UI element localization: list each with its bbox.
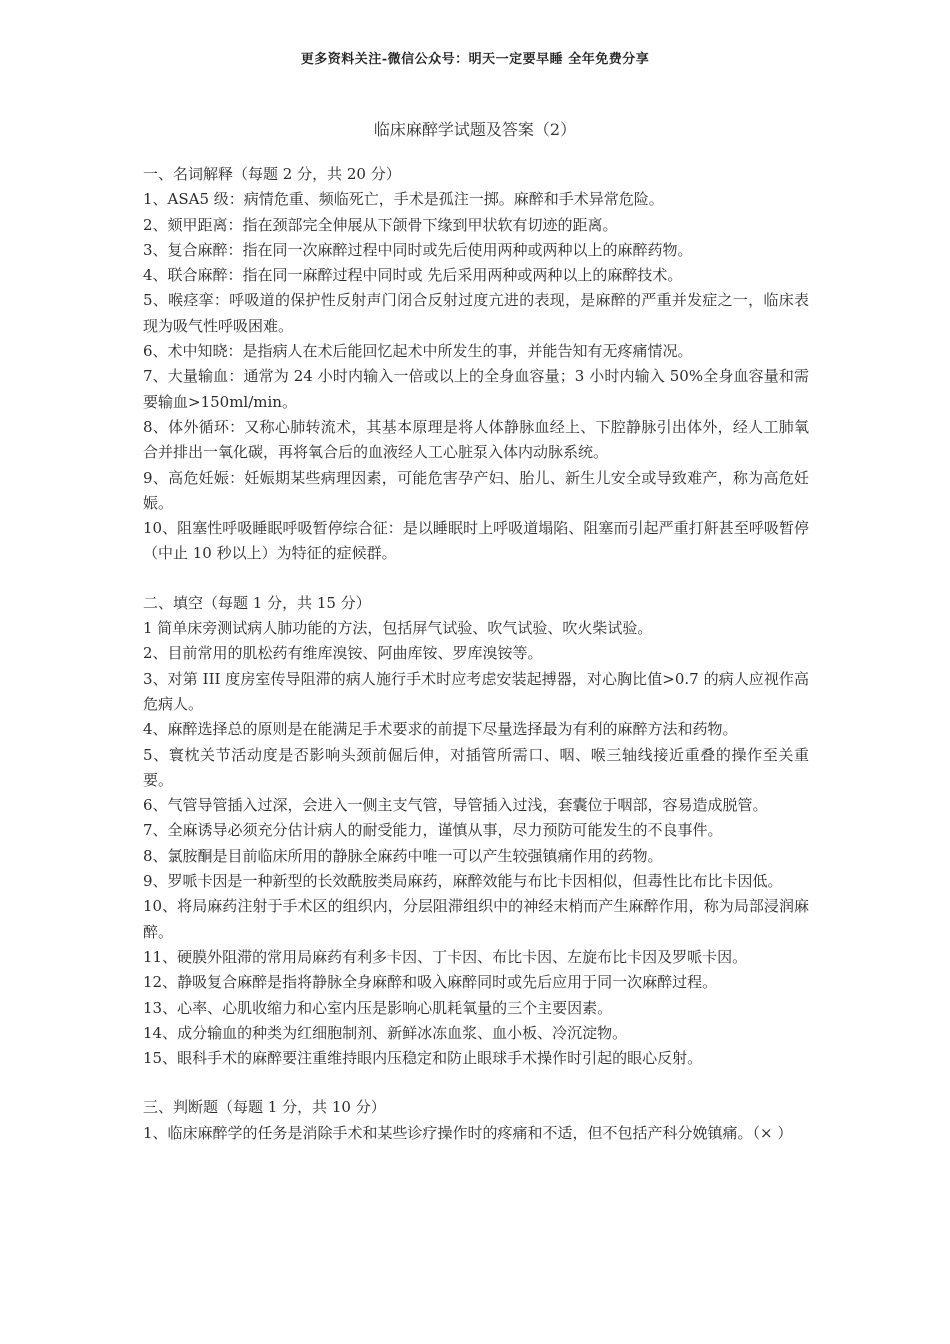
list-item: 2、目前常用的肌松药有维库溴铵、阿曲库铵、罗库溴铵等。 — [143, 644, 543, 663]
document-title: 临床麻醉学试题及答案（2） — [373, 120, 577, 139]
list-item: 7、大量输血：通常为 24 小时内输入一倍或以上的全身血容量；3 小时内输入 50%全身血容量和需要输血>150ml/min。 — [143, 367, 809, 411]
list-item: 3、对第 III 度房室传导阻滞的病人施行手术时应考虑安装起搏器，对心胸比值>0.7 的病人应视作高危病人。 — [143, 669, 809, 713]
list-item: 10、阻塞性呼吸睡眠呼吸暂停综合征：是以睡眠时上呼吸道塌陷、阻塞而引起严重打鼾甚至呼吸暂停（中止 10 秒以上）为特征的症候群。 — [143, 519, 809, 563]
list-item: 6、气管导管插入过深，会进入一侧主支气管，导管插入过浅，套囊位于咽部，容易造成脱管。 — [143, 796, 768, 815]
list-item: 6、术中知晓：是指病人在术后能回忆起术中所发生的事，并能告知有无疼痛情况。 — [143, 342, 693, 361]
section-heading: 二、填空（每题 1 分，共 15 分） — [143, 593, 371, 612]
list-item: 2、颏甲距离：指在颈部完全伸展从下颌骨下缘到甲状软有切迹的距离。 — [143, 215, 618, 234]
list-item: 1 简单床旁测试病人肺功能的方法，包括屏气试验、吹气试验、吹火柴试验。 — [143, 619, 653, 638]
list-item: 5、寰枕关节活动度是否影响头颈前倔后伸，对插管所需口、咽、喉三轴线接近重叠的操作至关重要。 — [143, 745, 809, 789]
section-fill-in-blanks — [143, 591, 809, 1072]
list-item: 14、成分输血的种类为红细胞制剂、新鲜冰冻血浆、血小板、冷沉淀物。 — [143, 1023, 628, 1042]
list-item: 4、麻醉选择总的原则是在能满足手术要求的前提下尽量选择最为有利的麻醉方法和药物。 — [143, 720, 738, 739]
section-term-definitions — [143, 162, 809, 567]
list-item: 9、罗哌卡因是一种新型的长效酰胺类局麻药，麻醉效能与布比卡因相似，但毒性比布比卡因低。 — [143, 872, 783, 891]
list-item: 4、联合麻醉：指在同一麻醉过程中同时或 先后采用两种或两种以上的麻醉技术。 — [143, 266, 683, 285]
list-item: 15、眼科手术的麻醉要注重维持眼内压稳定和防止眼球手术操作时引起的眼心反射。 — [143, 1049, 703, 1068]
list-item: 13、心率、心肌收缩力和心室内压是影响心肌耗氧量的三个主要因素。 — [143, 998, 613, 1017]
list-item: 1、ASA5 级：病情危重、频临死亡，手术是孤注一掷。麻醉和手术异常危险。 — [143, 190, 664, 209]
list-item: 8、体外循环：又称心肺转流术，其基本原理是将人体静脉血经上、下腔静脉引出体外，经人工肺氧合并排出一氧化碳，再将氧合后的血液经人工心脏泵入体内动脉系统。 — [143, 417, 809, 462]
list-item: 1、临床麻醉学的任务是消除手术和某些诊疗操作时的疼痛和不适，但不包括产科分娩镇痛。（× ） — [143, 1123, 793, 1142]
list-item: 7、全麻诱导必须充分估计病人的耐受能力，谨慎从事，尽力预防可能发生的不良事件。 — [143, 821, 723, 840]
header-note: 更多资料关注-微信公众号：明天一定要早睡 全年免费分享 — [300, 52, 650, 67]
list-item: 10、将局麻药注射于手术区的组织内，分层阻滞组织中的神经末梢而产生麻醉作用，称为局部浸润麻醉。 — [143, 897, 809, 941]
section-heading: 一、名词解释（每题 2 分，共 20 分） — [143, 165, 401, 183]
section-true-false — [143, 1095, 809, 1146]
list-item: 12、静吸复合麻醉是指将静脉全身麻醉和吸入麻醉同时或先后应用于同一次麻醉过程。 — [143, 973, 718, 992]
section-heading: 三、判断题（每题 1 分，共 10 分） — [143, 1098, 386, 1117]
list-item: 8、氯胺酮是目前临床所用的静脉全麻药中唯一可以产生较强镇痛作用的药物。 — [143, 846, 663, 865]
list-item: 3、复合麻醉：指在同一次麻醉过程中同时或先后使用两种或两种以上的麻醉药物。 — [143, 240, 693, 259]
document-body — [143, 162, 809, 1170]
list-item: 9、高危妊娠：妊娠期某些病理因素，可能危害孕产妇、胎儿、新生儿安全或导致难产，称为高危妊娠。 — [143, 468, 809, 512]
list-item: 11、硬膜外阻滞的常用局麻药有利多卡因、丁卡因、布比卡因、左旋布比卡因及罗哌卡因。 — [143, 947, 748, 966]
list-item: 5、喉痉挛：呼吸道的保护性反射声门闭合反射过度亢进的表现，是麻醉的严重并发症之一，临床表现为吸气性呼吸困难。 — [143, 291, 809, 335]
